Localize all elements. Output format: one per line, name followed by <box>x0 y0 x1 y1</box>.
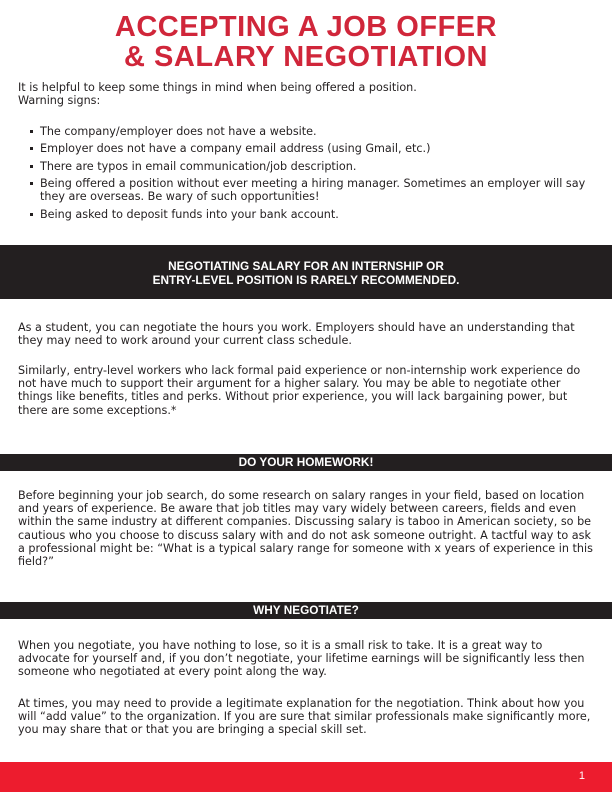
warning-signs-list <box>30 125 590 225</box>
warning-sign-item: Being asked to deposit funds into your bank account. <box>30 208 590 221</box>
warning-sign-item: There are typos in email communication/job description. <box>30 160 590 173</box>
section-header-line-2: ENTRY-LEVEL POSITION IS RARELY RECOMMENDED. <box>152 273 460 287</box>
intro-line-1: It is helpful to keep some things in mind when being offered a position. <box>18 81 417 94</box>
warning-sign-item: Being offered a position without ever meeting a hiring manager. Sometimes an employer will say they are overseas. Be wary of such opportunities! <box>30 177 590 203</box>
section-header-why-negotiate: WHY NEGOTIATE? <box>0 602 612 619</box>
why-negotiate-paragraph-1: When you negotiate, you have nothing to lose, so it is a small risk to take. It is a great way to advocate for yourself and, if you don’t negotiate, your lifetime earnings will be significantly less then someone who negotiated at every point along the way. <box>18 639 585 679</box>
intro-line-2: Warning signs: <box>18 94 101 108</box>
page-title-line-1: ACCEPTING A JOB OFFER <box>114 11 498 43</box>
warning-sign-item: The company/employer does not have a website. <box>30 125 590 138</box>
intro-text <box>18 81 596 107</box>
homework-paragraph: Before beginning your job search, do some research on salary ranges in your field, based on location and years of experience. Be aware that job titles may vary widely between careers, fields and even within the same industry at different companies. Discussing salary is taboo in American society, so be cautious who you choose to discuss salary with and do not ask someone outright. A tactful way to ask a professional might be: “What is a typical salary range for someone with x years of experience in this field?” <box>18 489 593 569</box>
page-title-line-2: & SALARY NEGOTIATION <box>124 41 488 73</box>
page-number: 1 <box>578 770 585 782</box>
negotiating-paragraph-1: As a student, you can negotiate the hours you work. Employers should have an understanding that they may need to work around your current class schedule. <box>18 321 575 348</box>
why-negotiate-paragraph-2: At times, you may need to provide a legitimate explanation for the negotiation. Think about how you will “add value” to the organization. If you are sure that similar professionals make significantly more, you may share that or that you are bringing a special skill set. <box>18 697 591 737</box>
section-header-do-your-homework: DO YOUR HOMEWORK! <box>0 454 612 471</box>
section-header-negotiating-salary <box>0 245 612 299</box>
negotiating-paragraph-2: Similarly, entry-level workers who lack formal paid experience or non-internship work experience do not have much to support their argument for a higher salary. You may be able to negotiate other things like benefits, titles and perks. Without prior experience, you will lack bargaining power, but there are some exceptions.* <box>18 364 581 417</box>
warning-sign-item: Employer does not have a company email address (using Gmail, etc.) <box>30 142 590 155</box>
section-header-line-1: NEGOTIATING SALARY FOR AN INTERNSHIP OR <box>168 259 444 273</box>
footer-bar <box>0 762 612 792</box>
